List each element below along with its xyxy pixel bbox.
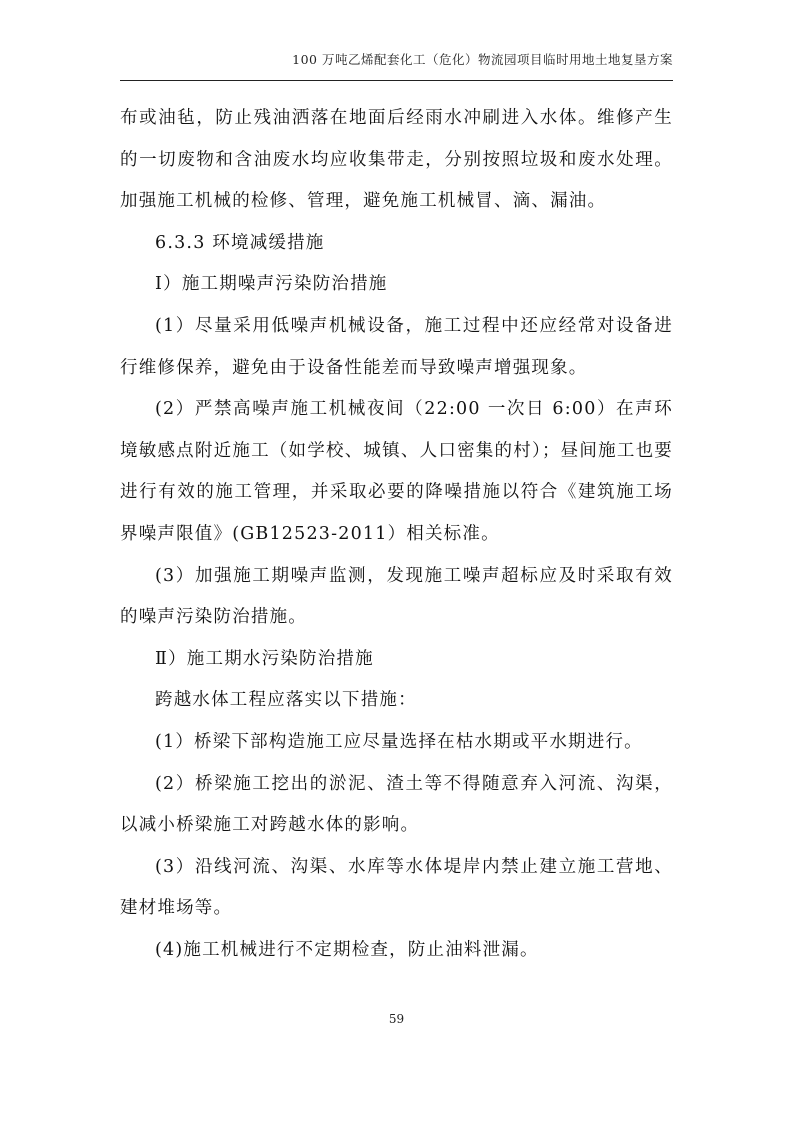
section-heading-6-3-3: 6.3.3 环境减缓措施 [155, 232, 325, 253]
paragraph-water-item-2: (2）桥梁施工挖出的淤泥、渣土等不得随意弃入河流、沟渠，以减小桥梁施工对跨越水体的影响。 [120, 773, 673, 836]
paragraph-water-intro: 跨越水体工程应落实以下措施： [155, 690, 417, 711]
paragraph-noise-item-2: (2）严禁高噪声施工机械夜间（22:00 一次日 6:00）在声环境敏感点附近施工（如学校、城镇、人口密集的村）；昼间施工也要进行有效的施工管理，并采取必要的降噪措施以符合《建筑施工场界噪声限值》(GB12523-2011）相关标准。 [120, 399, 673, 544]
paragraph-continuation: 布或油毡，防止残油洒落在地面后经雨水冲刷进入水体。维修产生的一切废物和含油废水均应收集带走，分别按照垃圾和废水处理。加强施工机械的检修、管理，避免施工机械冒、滴、漏油。 [120, 108, 673, 212]
subheading-noise-measures: Ⅰ）施工期噪声污染防治措施 [155, 274, 388, 295]
paragraph-water-item-1: (1）桥梁下部构造施工应尽量选择在枯水期或平水期进行。 [155, 731, 643, 752]
paragraph-noise-item-3: (3）加强施工期噪声监测，发现施工噪声超标应及时采取有效的噪声污染防治措施。 [120, 565, 673, 628]
page-number: 59 [388, 1012, 405, 1026]
document-body [120, 98, 673, 971]
running-header: 100 万吨乙烯配套化工（危化）物流园项目临时用地土地复垦方案 [292, 52, 673, 67]
subheading-water-measures: Ⅱ）施工期水污染防治措施 [155, 648, 374, 669]
paragraph-noise-item-1: (1）尽量采用低噪声机械设备，施工过程中还应经常对设备进行维修保养，避免由于设备性能差而导致噪声增强现象。 [120, 315, 673, 378]
header-rule [120, 80, 673, 81]
paragraph-water-item-4: (4)施工机械进行不定期检查，防止油料泄漏。 [155, 939, 539, 960]
paragraph-water-item-3: (3）沿线河流、沟渠、水库等水体堤岸内禁止建立施工营地、建材堆场等。 [120, 856, 673, 919]
